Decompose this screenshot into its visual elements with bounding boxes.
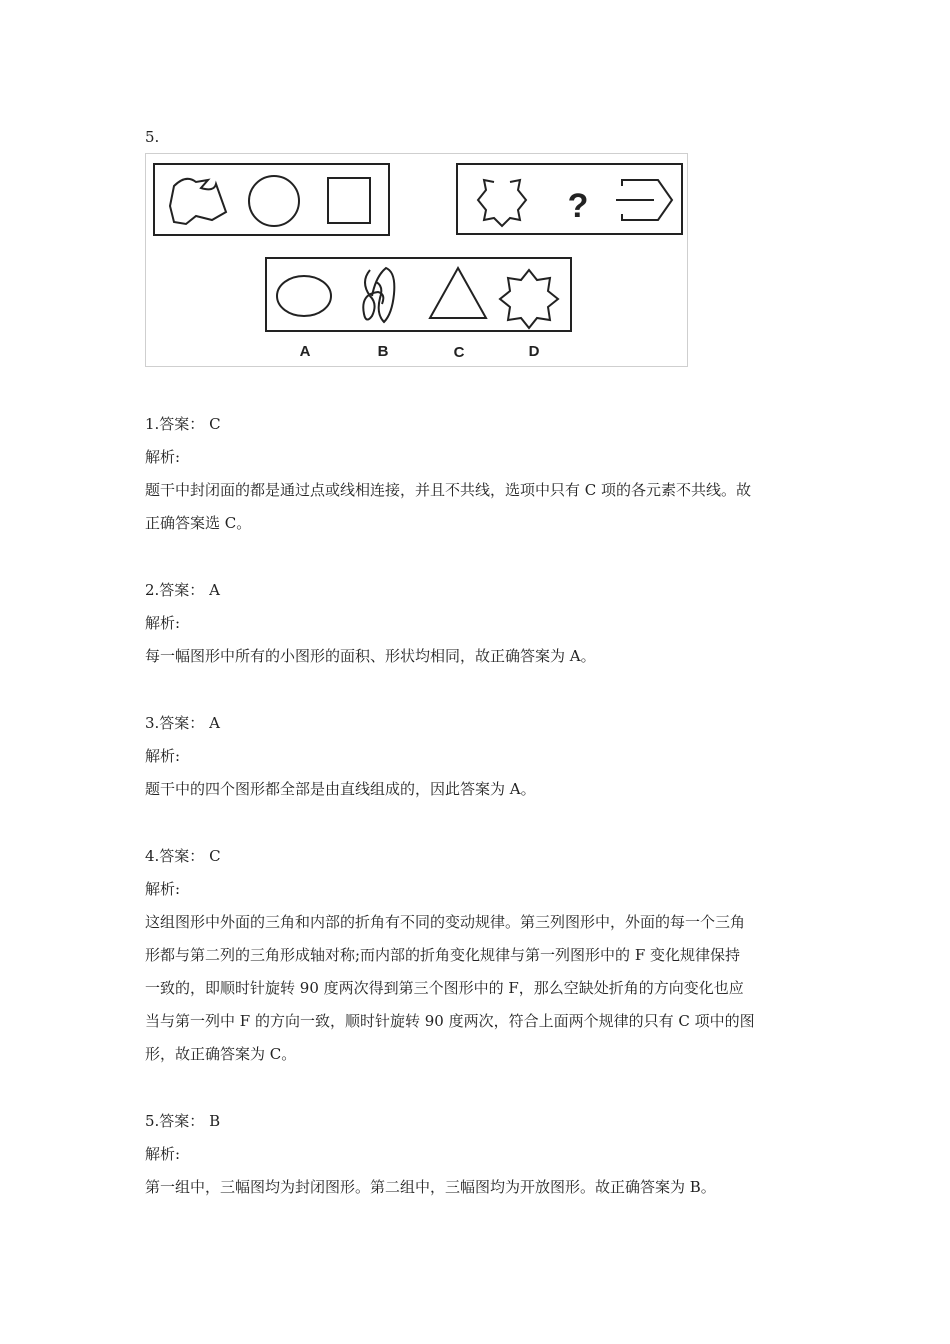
open-arrow-shape	[616, 180, 672, 220]
option-label-d: D	[528, 343, 540, 360]
analysis-text: 第一组中，三幅图均为封闭图形。第二组中，三幅图均为开放图形。故正确答案为 B。	[145, 1178, 716, 1196]
answer-block-1	[145, 408, 815, 540]
option-d-star	[500, 270, 558, 328]
answer-block-3	[145, 707, 815, 806]
answer-line: 4.答案： C	[145, 847, 221, 865]
answer-line: 3.答案： A	[145, 714, 220, 732]
circle-shape	[249, 176, 299, 226]
analysis-text: 这组图形中外面的三角和内部的折角有不同的变动规律。第三列图形中，外面的每一个三角	[145, 913, 746, 931]
analysis-label: 解析:	[145, 448, 181, 466]
answer-block-2	[145, 574, 815, 673]
answer-line: 2.答案： A	[145, 581, 220, 599]
option-label-b: B	[377, 343, 389, 360]
answer-line: 5.答案： B	[145, 1112, 221, 1130]
answer-block-5	[145, 1105, 815, 1204]
question-number: 5.	[145, 128, 160, 146]
analysis-text: 题干中的四个图形都全部是由直线组成的，因此答案为 A。	[145, 780, 536, 798]
analysis-text: 正确答案选 C。	[145, 514, 252, 532]
analysis-text: 形，故正确答案为 C。	[145, 1045, 297, 1063]
analysis-text: 一致的，即顺时针旋转 90 度两次得到第三个图形中的 F，那么空缺处折角的方向变化也应	[145, 979, 744, 997]
answer-line: 1.答案： C	[145, 415, 221, 433]
analysis-text: 题干中封闭面的都是通过点或线相连接，并且不共线，选项中只有 C 项的各元素不共线。故	[145, 481, 752, 499]
analysis-text: 每一幅图形中所有的小图形的面积、形状均相同，故正确答案为 A。	[145, 647, 596, 665]
option-c-triangle	[430, 268, 486, 318]
analysis-label: 解析:	[145, 747, 181, 765]
options-box	[266, 258, 571, 331]
option-a-ellipse	[277, 276, 331, 316]
analysis-label: 解析:	[145, 880, 181, 898]
group-one-box	[154, 164, 389, 235]
analysis-text: 形都与第二列的三角形成轴对称;而内部的折角变化规律与第一列图形中的 F 变化规律保持	[145, 946, 741, 964]
figure-svg	[146, 154, 689, 368]
question-figure	[145, 153, 688, 367]
answer-block-4	[145, 840, 815, 1071]
option-b-scribble	[363, 268, 394, 322]
option-label-c: C	[453, 344, 465, 361]
square-shape	[328, 178, 370, 223]
irregular-closed-shape	[170, 179, 226, 224]
question-mark: ?	[567, 187, 589, 225]
analysis-label: 解析:	[145, 1145, 181, 1163]
analysis-label: 解析:	[145, 614, 181, 632]
analysis-text: 当与第一列中 F 的方向一致，顺时针旋转 90 度两次，符合上面两个规律的只有 C 项中的图	[145, 1012, 755, 1030]
answers-section	[145, 408, 815, 1204]
open-star-shape	[478, 180, 526, 226]
option-label-a: A	[299, 343, 311, 360]
